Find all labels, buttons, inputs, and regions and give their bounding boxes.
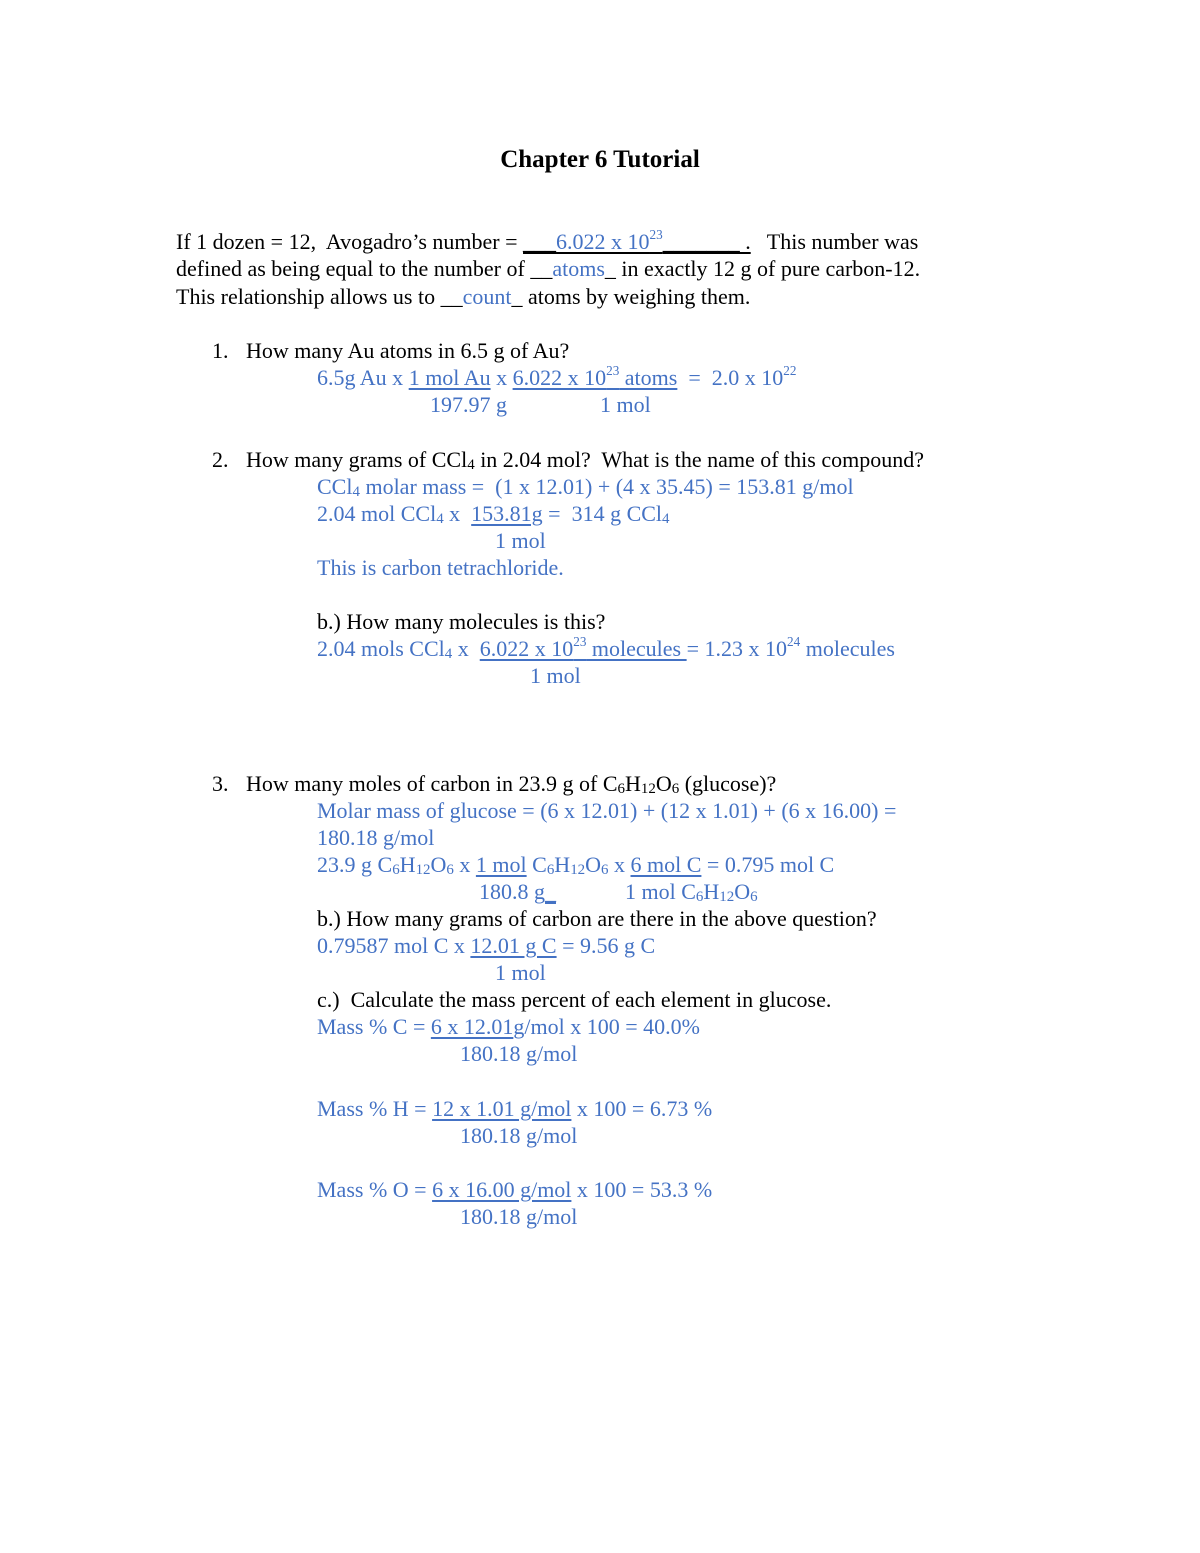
page-title: Chapter 6 Tutorial <box>500 146 700 173</box>
question-2b-answer: 2.04 mols CCl$_4$ x 6.022 x $10^{23}$ molecules = 1.23 x $10^{24}$ molecules <box>317 634 895 663</box>
question-3-molar-mass-line-2: 180.18 g/mol <box>317 825 435 850</box>
question-3-number: 3. <box>212 771 229 796</box>
mass-percent-hydrogen: Mass % H = 12 x 1.01 g/mol x 100 = 6.73 % <box>317 1096 713 1121</box>
atoms-answer: atoms <box>552 256 605 281</box>
question-2-name-answer: This is carbon tetrachloride. <box>317 555 564 580</box>
count-answer: count <box>462 284 512 309</box>
question-2-text: How many grams of CCl$_4$ in 2.04 mol? What is the name of this compound? <box>246 447 924 474</box>
question-3c-text: c.) Calculate the mass percent of each element in glucose. <box>317 987 832 1012</box>
intro-line-2: defined as being equal to the number of __atoms_ in exactly 12 g of pure carbon-12. <box>176 256 921 281</box>
question-2-denominator: 1 mol <box>495 528 546 553</box>
question-3b-answer: 0.79587 mol C x 12.01 g C = 9.56 g C <box>317 933 656 958</box>
question-2-molar-mass: CCl$_4$ molar mass = (1 x 12.01) + (4 x 35.45) = 153.81 g/mol <box>317 474 854 501</box>
question-3b-denominator: 1 mol <box>495 960 546 985</box>
mass-percent-oxygen-denominator: 180.18 g/mol <box>460 1204 578 1229</box>
mass-percent-oxygen: Mass % O = 6 x 16.00 g/mol x 100 = 53.3 % <box>317 1177 713 1202</box>
question-2b-denominator: 1 mol <box>530 663 581 688</box>
question-1-text: How many Au atoms in 6.5 g of Au? <box>246 338 570 363</box>
question-1-number: 1. <box>212 338 229 363</box>
avogadro-answer-blank: ___6.022 x $10^{23}\_\_\_\_\_\_\_$ . <box>523 227 751 254</box>
question-2-conversion: 2.04 mol CCl$_4$ x 153.81g = 314 g CCl$_4$ <box>317 501 670 528</box>
intro-line-3: This relationship allows us to __count_ atoms by weighing them. <box>176 284 751 309</box>
question-2-number: 2. <box>212 447 229 472</box>
question-2b-text: b.) How many molecules is this? <box>317 609 606 634</box>
intro-line-1: If 1 dozen = 12, Avogadro’s number = ___6.022 x $10^{23}\_\_\_\_\_\_\_$ . This number was <box>176 227 919 254</box>
question-1-answer: 6.5g Au x 1 mol Au x 6.022 x $10^{23}$ atoms = 2.0 x $10^{22}$ <box>317 363 797 390</box>
question-1-denominator-1: 197.97 g <box>430 392 507 417</box>
question-3-denominator-1: 180.8 g_ <box>479 879 556 904</box>
question-3-denominator-2: 1 mol $C_6H_{12}O_6$ <box>625 879 758 906</box>
mass-percent-hydrogen-denominator: 180.18 g/mol <box>460 1123 578 1148</box>
mass-percent-carbon-denominator: 180.18 g/mol <box>460 1041 578 1066</box>
question-3-text: How many moles of carbon in 23.9 g of $C_6H_{12}O_6$ (glucose)? <box>246 771 777 798</box>
question-3-conversion: 23.9 g $C_6H_{12}O_6$ x 1 mol $C_6H_{12}O_6$ x 6 mol C = 0.795 mol C <box>317 852 835 879</box>
question-1-denominator-2: 1 mol <box>600 392 651 417</box>
mass-percent-carbon: Mass % C = 6 x 12.01g/mol x 100 = 40.0% <box>317 1014 700 1039</box>
question-3-molar-mass-line-1: Molar mass of glucose = (6 x 12.01) + (12 x 1.01) + (6 x 16.00) = <box>317 798 897 823</box>
question-3b-text: b.) How many grams of carbon are there in the above question? <box>317 906 877 931</box>
